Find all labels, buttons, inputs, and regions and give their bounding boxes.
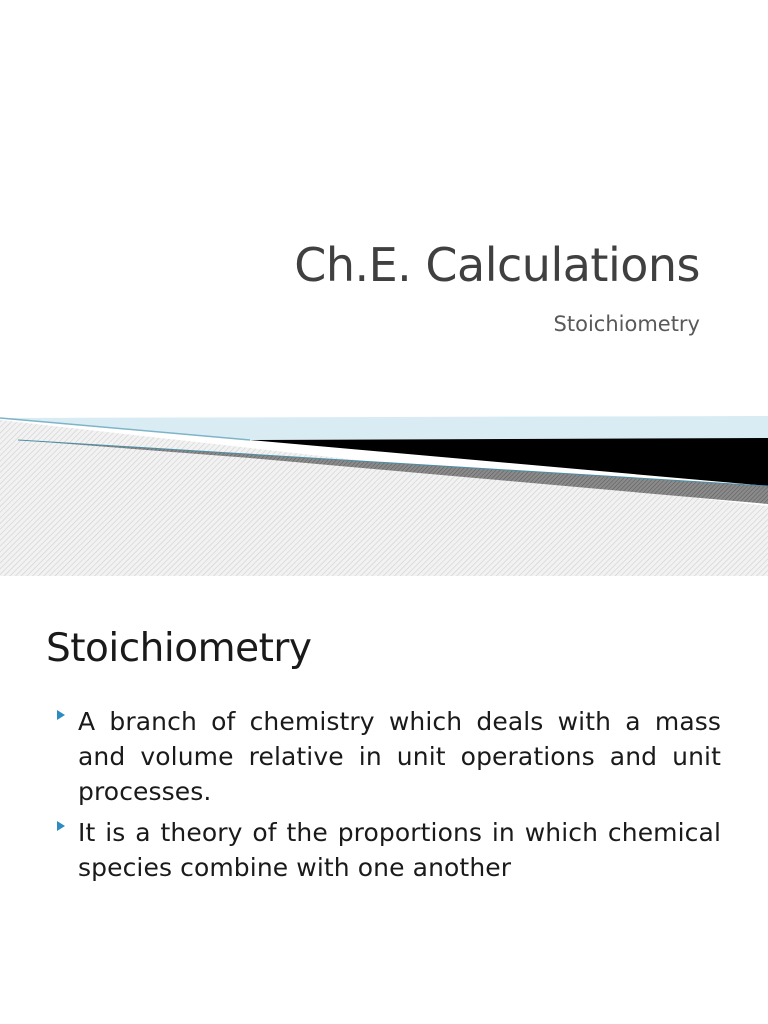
triangle-bullet-icon [57, 710, 65, 720]
bullet-text: It is a theory of the proportions in which chemical species combine with one another [78, 818, 721, 882]
bullet-item [55, 704, 721, 809]
bullet-list [55, 704, 721, 891]
bullet-item [55, 815, 721, 885]
content-slide-title: Stoichiometry [46, 626, 312, 671]
bullet-text: A branch of chemistry which deals with a mass and volume relative in unit operations and unit processes. [78, 707, 721, 806]
decorative-band [0, 410, 768, 576]
content-slide [0, 576, 768, 1024]
triangle-bullet-icon [57, 821, 65, 831]
slide-subtitle: Stoichiometry [553, 312, 700, 336]
slide-title: Ch.E. Calculations [294, 238, 700, 292]
